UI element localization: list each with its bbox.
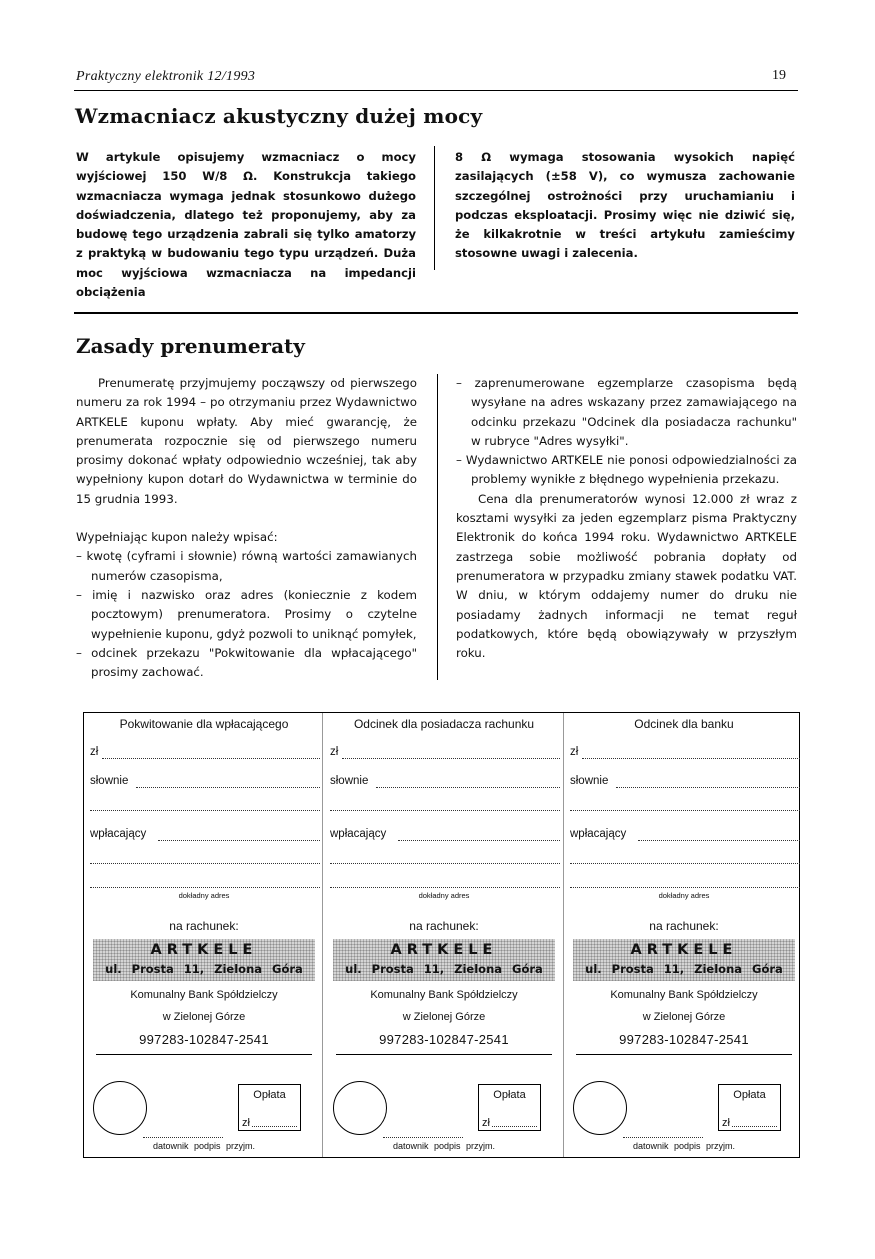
form-rule (96, 1054, 312, 1055)
page-number: 19 (772, 68, 786, 83)
bank-city: w Zielonej Górze (162, 1011, 246, 1023)
recipient-name: ARTKELE (150, 942, 258, 958)
amount-label: zł (330, 746, 339, 758)
account-number: 997283-102847-2541 (379, 1032, 509, 1047)
bank-name: Komunalny Bank Spółdzielczy (610, 989, 758, 1001)
form-column-separator (322, 713, 323, 1157)
payer-label: wpłacający (330, 828, 387, 840)
recipient-name: ARTKELE (390, 942, 498, 958)
bank-name: Komunalny Bank Spółdzielczy (130, 989, 278, 1001)
form-section-title: Odcinek dla banku (634, 717, 734, 731)
fee-box[interactable] (718, 1084, 781, 1131)
amount-label: zł (570, 746, 579, 758)
amount-dotted-line (342, 756, 560, 759)
amount-words-label: słownie (570, 775, 609, 787)
subscription-list-2 (456, 374, 797, 490)
fee-currency: zł (482, 1117, 490, 1129)
amount-words-dotted-line (616, 785, 800, 788)
recipient-stamp (573, 939, 795, 981)
address-caption: dokładny adres (658, 891, 710, 900)
recipient-address: ul. Prosta 11, Zielona Góra (345, 962, 543, 976)
column-divider-top (434, 146, 435, 270)
fee-currency: zł (722, 1117, 730, 1129)
fee-label: Opłata (253, 1089, 286, 1101)
fee-box[interactable] (238, 1084, 301, 1131)
article-title-amplifier: Wzmacniacz akustyczny dużej mocy (75, 104, 483, 128)
dotted-line (90, 885, 320, 888)
dotted-line (570, 861, 800, 864)
amount-dotted-line (102, 756, 320, 759)
fee-dotted-line (492, 1126, 537, 1127)
fee-box[interactable] (478, 1084, 541, 1131)
bank-city: w Zielonej Górze (642, 1011, 726, 1023)
dotted-line (330, 861, 560, 864)
article-amplifier-col1 (76, 148, 416, 302)
signature-dotted-line (623, 1136, 703, 1138)
account-label: na rachunek: (409, 919, 479, 933)
dotted-line (570, 885, 800, 888)
list-item: – odcinek przekazu "Pokwitowanie dla wpłacającego" prosimy zachować. (76, 645, 417, 680)
form-section-holder (328, 713, 560, 1157)
form-rule (576, 1054, 792, 1055)
payer-label: wpłacający (570, 828, 627, 840)
amount-dotted-line (582, 756, 800, 759)
amount-words-label: słownie (330, 775, 369, 787)
address-caption: dokładny adres (418, 891, 470, 900)
form-column-separator (563, 713, 564, 1157)
running-title: Praktyczny elektronik 12/1993 (76, 69, 256, 84)
account-number: 997283-102847-2541 (139, 1032, 269, 1047)
bank-city: w Zielonej Górze (402, 1011, 486, 1023)
account-label: na rachunek: (649, 919, 719, 933)
subscription-col1 (76, 374, 417, 682)
dotted-line (570, 808, 800, 811)
subscription-intro: Prenumeratę przyjmujemy począwszy od pierwszego numeru za rok 1994 – po otrzymaniu przez Wydawnictwo ARTKELE kuponu wpłaty. Aby mieć gwarancję, że prenumerata rozpocznie się od pierwszego numeru prosimy dokonać wpłaty odpowiednio wcześniej, tak aby wypełniony kupon dotarł do Wydawnictwa w terminie do 15 grudnia 1993. (76, 376, 417, 506)
amount-words-label: słownie (90, 775, 129, 787)
signature-caption: datownik podpis przyjm. (152, 1141, 256, 1151)
article-amplifier-col1-text: W artykule opisujemy wzmacniacz o mocy wyjściowej 150 W/8 Ω. Konstrukcja takiego wzmacniacza wymaga jednak stosunkowo dużego doświadczenia, dlatego też proponujemy, aby za budowę tego urządzenia zabrali się tylko amatorzy z praktyką w budowaniu tego typu urządzeń. Duża moc wyjściowa wzmacniacza na impedancji obciążenia (76, 150, 416, 300)
dotted-line (90, 861, 320, 864)
signature-dotted-line (383, 1136, 463, 1138)
recipient-address: ul. Prosta 11, Zielona Góra (105, 962, 303, 976)
section-rule (74, 312, 798, 314)
subscription-list (76, 547, 417, 682)
fee-dotted-line (252, 1126, 297, 1127)
form-rule (336, 1054, 552, 1055)
dotted-line (90, 808, 320, 811)
fee-label: Opłata (733, 1089, 766, 1101)
payer-dotted-line (398, 838, 560, 841)
dotted-line (330, 885, 560, 888)
recipient-stamp (333, 939, 555, 981)
recipient-stamp (93, 939, 315, 981)
price-paragraph: Cena dla prenumeratorów wynosi 12.000 zł wraz z kosztami wysyłki za jeden egzemplarz pisma Praktyczny Elektronik do końca 1994 roku. Wydawnictwo ARTKELE zastrzega sobie możliwość pobrania dopłaty od prenumeratora w przypadku zmiany stawek podatku VAT. W dniu, w którym oddajemy numer do druku nie posiadamy żadnych informacji ne temat reguł podatkowych, które będą obowiązywały w przyszłym roku. (456, 491, 797, 661)
subscription-col2 (456, 374, 797, 663)
bank-name: Komunalny Bank Spółdzielczy (370, 989, 518, 1001)
list-item: – zaprenumerowane egzemplarze czasopisma będą wysyłane na adres wskazany przez zamawiającego na odcinku przekazu "Odcinek dla posiadacza rachunku" w rubryce "Adres wysyłki". (456, 376, 797, 448)
subscription-list-intro: Wypełniając kupon należy wpisać: (76, 530, 278, 545)
payment-form (83, 712, 800, 1158)
header-rule (74, 90, 798, 91)
article-amplifier-col2-text: 8 Ω wymaga stosowania wysokich napięć zasilających (±58 V), co wymusza zachowanie szczególnej ostrożności przy uruchamianiu i podczas eksploatacji. Prosimy więc nie dziwić się, że kilkakrotnie w treści artykułu zamieścimy stosowne uwagi i zalecenia. (455, 150, 795, 261)
postmark-circle (573, 1081, 627, 1135)
dotted-line (330, 808, 560, 811)
signature-caption: datownik podpis przyjm. (632, 1141, 736, 1151)
list-item: – kwotę (cyframi i słownie) równą wartości zamawianych numerów czasopisma, (76, 549, 417, 583)
address-caption: dokładny adres (178, 891, 230, 900)
postmark-circle (333, 1081, 387, 1135)
fee-label: Opłata (493, 1089, 526, 1101)
payer-label: wpłacający (90, 828, 147, 840)
fee-dotted-line (732, 1126, 777, 1127)
form-section-bank (568, 713, 800, 1157)
list-item: – Wydawnictwo ARTKELE nie ponosi odpowiedzialności za problemy wynikłe z błędnego wypełnienia przekazu. (456, 453, 797, 487)
form-section-receipt (88, 713, 320, 1157)
column-divider-bottom (437, 374, 438, 680)
payer-dotted-line (638, 838, 800, 841)
recipient-address: ul. Prosta 11, Zielona Góra (585, 962, 783, 976)
list-item: – imię i nazwisko oraz adres (koniecznie z kodem pocztowym) prenumeratora. Prosimy o czytelne wypełnienie kuponu, gdyż pozwoli to uniknąć pomyłek, (76, 587, 417, 641)
account-number: 997283-102847-2541 (619, 1032, 749, 1047)
article-amplifier-col2 (455, 148, 795, 264)
amount-words-dotted-line (376, 785, 560, 788)
signature-caption: datownik podpis przyjm. (392, 1141, 496, 1151)
form-section-title: Odcinek dla posiadacza rachunku (353, 717, 535, 731)
signature-dotted-line (143, 1136, 223, 1138)
postmark-circle (93, 1081, 147, 1135)
recipient-name: ARTKELE (630, 942, 738, 958)
article-title-subscription: Zasady prenumeraty (76, 334, 305, 358)
fee-currency: zł (242, 1117, 250, 1129)
amount-words-dotted-line (136, 785, 320, 788)
amount-label: zł (90, 746, 99, 758)
account-label: na rachunek: (169, 919, 239, 933)
form-section-title: Pokwitowanie dla wpłacającego (119, 717, 289, 731)
payer-dotted-line (158, 838, 320, 841)
